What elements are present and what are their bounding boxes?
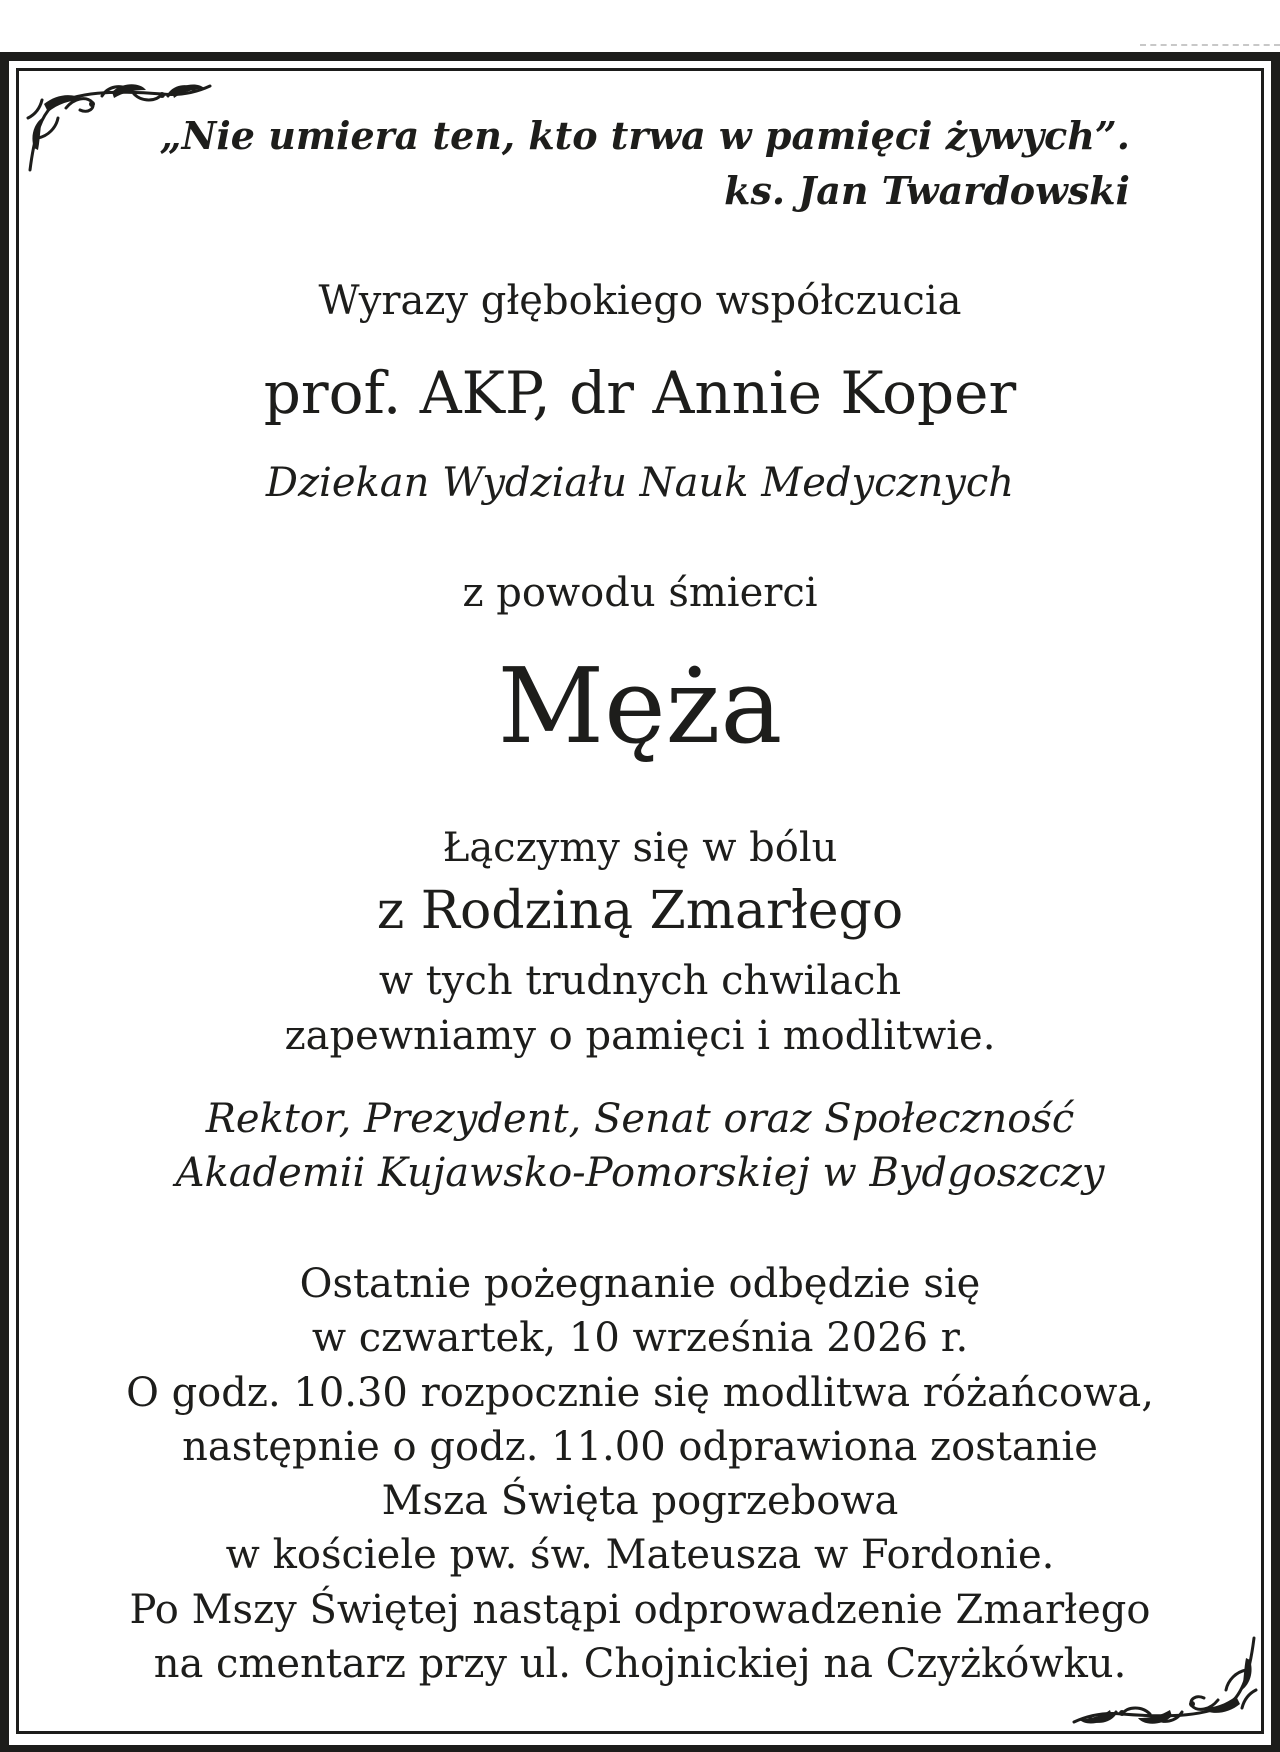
funeral-detail-line: Ostatnie pożegnanie odbędzie się: [299, 1261, 981, 1307]
reason-text: z powodu śmierci: [462, 570, 818, 616]
epigraph-quote: „Nie umiera ten, kto trwa w pamięci żywych”.: [159, 113, 1130, 158]
funeral-detail-line: następnie o godz. 11.00 odprawiona zostanie: [182, 1423, 1098, 1470]
sharing-family-line: z Rodziną Zmarłego: [376, 881, 904, 941]
top-edge-dashes: [1140, 44, 1280, 46]
signature-line: Akademii Kujawsko-Pomorskiej w Bydgoszczy: [175, 1150, 1105, 1196]
funeral-detail-line: w kościele pw. św. Mateusza w Fordonie.: [225, 1532, 1055, 1579]
signature-line: Rektor, Prezydent, Senat oraz Społeczność: [205, 1096, 1075, 1142]
sharing-line: Łączymy się w bólu: [442, 825, 838, 871]
funeral-detail-line: na cmentarz przy ul. Chojnickiej na Czyżkówku.: [153, 1641, 1127, 1688]
sharing-line: zapewniamy o pamięci i modlitwie.: [284, 1013, 996, 1059]
condolence-intro: Wyrazy głębokiego współczucia: [318, 278, 962, 324]
funeral-detail-line: w czwartek, 10 września 2026 r.: [311, 1315, 969, 1362]
deceased-relation: Męża: [497, 645, 783, 767]
recipient-name: prof. AKP, dr Annie Koper: [263, 359, 1017, 427]
funeral-detail-line: O godz. 10.30 rozpocznie się modlitwa różańcowa,: [126, 1369, 1154, 1416]
recipient-role: Dziekan Wydziału Nauk Medycznych: [265, 460, 1015, 506]
epigraph-author: ks. Jan Twardowski: [724, 168, 1130, 213]
funeral-detail-line: Po Mszy Świętej nastąpi odprowadzenie Zmarłego: [129, 1586, 1151, 1633]
funeral-detail-line: Msza Święta pogrzebowa: [381, 1478, 899, 1525]
funeral-details: [60, 1257, 1220, 1691]
sharing-line: w tych trudnych chwilach: [378, 958, 902, 1004]
